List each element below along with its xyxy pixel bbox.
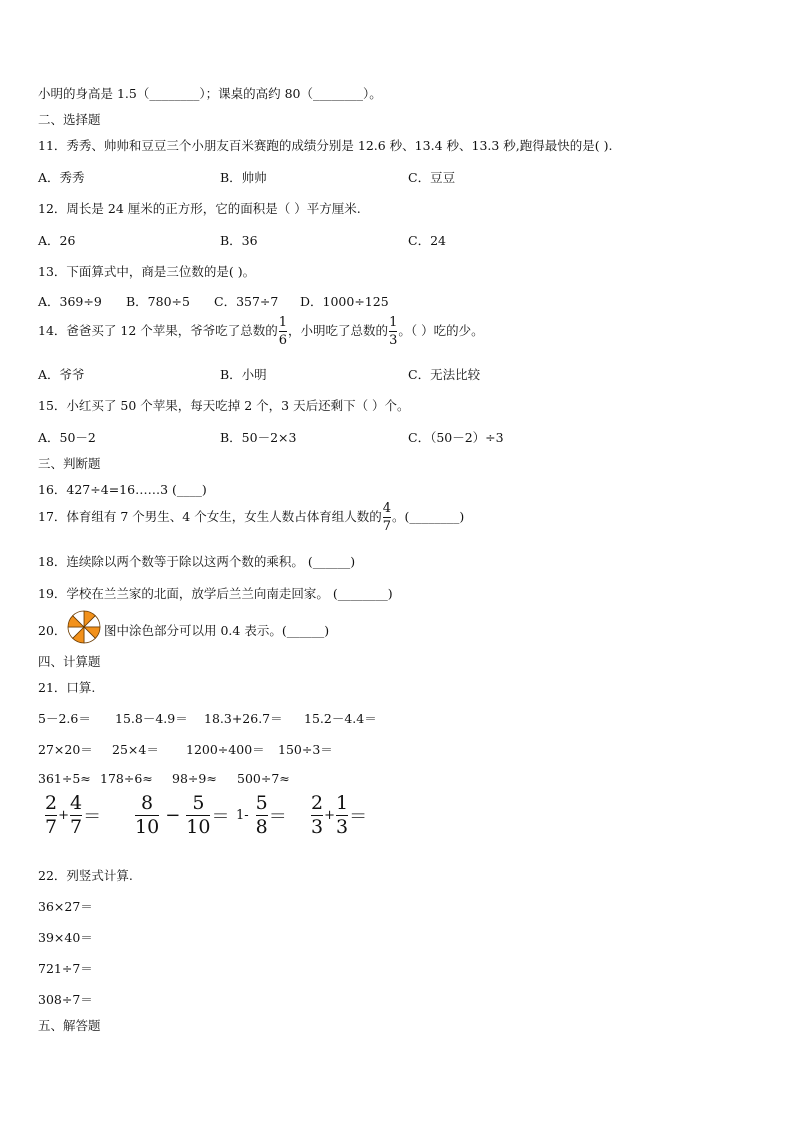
mental-r1-c3: 18.3+26.7＝ — [204, 711, 283, 726]
q20-number: 20． — [38, 623, 67, 638]
expr-b-d2: 10 — [186, 816, 211, 838]
q11-option-c: C．豆豆 — [408, 170, 456, 185]
question-15: 15．小红买了 50 个苹果，每天吃掉 2 个，3 天后还剩下（ ）个。 — [38, 398, 410, 413]
question-18: 18．连续除以两个数等于除以这两个数的乘积。 (______) — [38, 554, 356, 569]
q13-option-b: B．780÷5 — [126, 294, 190, 309]
q11-option-a: A．秀秀 — [38, 170, 85, 185]
fraction-expr-a — [44, 794, 101, 837]
expr-d-d1: 3 — [311, 816, 324, 838]
question-12: 12．周长是 24 厘米的正方形，它的面积是（ ）平方厘米. — [38, 201, 361, 216]
mental-r1-c1: 5－2.6＝ — [38, 711, 91, 726]
q14-option-a: A．爷爷 — [38, 367, 85, 382]
expr-c-eq: ＝ — [268, 806, 287, 828]
q14-text-3: 。（ ）吃的少。 — [398, 323, 484, 338]
expr-b-frac-1 — [135, 794, 159, 837]
expr-d-frac-1 — [311, 794, 323, 837]
expr-c-d1: 8 — [255, 816, 268, 838]
mental-r3-c2: 178÷6≈ — [100, 771, 153, 786]
q12-option-a: A．26 — [38, 233, 76, 248]
expr-a-d1: 7 — [45, 816, 58, 838]
shaded-circle-figure — [66, 609, 102, 645]
mental-r3-c3: 98÷9≈ — [172, 771, 217, 786]
expr-a-n2: 4 — [70, 792, 83, 814]
mental-r1-c4: 15.2－4.4＝ — [304, 711, 377, 726]
question-16: 16．427÷4=16……3 (____) — [38, 482, 207, 497]
expr-b-n1: 8 — [141, 792, 154, 814]
fraction-expr-d — [310, 794, 367, 837]
q15-option-c: C．（50－2）÷3 — [408, 430, 504, 445]
expr-d-op: + — [324, 808, 335, 823]
section-4-heading: 四、计算题 — [38, 654, 101, 669]
q14-option-b: B．小明 — [220, 367, 267, 382]
expr-b-d1: 10 — [135, 816, 160, 838]
expr-b-n2: 5 — [192, 792, 205, 814]
fraction-expr-b — [134, 794, 229, 837]
q14-frac1-numerator: 1 — [278, 315, 288, 330]
q12-option-c: C．24 — [408, 233, 446, 248]
expr-c-frac — [256, 794, 268, 837]
q15-option-b: B．50－2×3 — [220, 430, 297, 445]
question-17 — [38, 502, 464, 533]
question-11: 11．秀秀、帅帅和豆豆三个小朋友百米赛跑的成绩分别是 12.6 秒、13.4 秒、13.3 秒,跑得最快的是( ). — [38, 138, 613, 153]
mental-r3-c4: 500÷7≈ — [237, 771, 290, 786]
mental-r1-c2: 15.8－4.9＝ — [115, 711, 188, 726]
q13-option-c: C．357÷7 — [214, 294, 279, 309]
fraction-expr-c — [236, 794, 287, 837]
vertical-calc-1: 36×27＝ — [38, 899, 93, 914]
expr-b-frac-2 — [186, 794, 210, 837]
q17-frac-numerator: 4 — [382, 501, 392, 516]
vertical-calc-4: 308÷7＝ — [38, 992, 93, 1007]
section-2-heading: 二、选择题 — [38, 112, 101, 127]
q17-fraction — [383, 502, 391, 533]
expr-a-d2: 7 — [70, 816, 83, 838]
q14-fraction-2 — [389, 316, 397, 347]
expr-b-op: − — [165, 805, 181, 826]
section-5-heading: 五、解答题 — [38, 1018, 101, 1033]
q13-option-d: D．1000÷125 — [300, 294, 389, 309]
expr-a-n1: 2 — [45, 792, 58, 814]
q14-text-1: 14．爸爸买了 12 个苹果，爷爷吃了总数的 — [38, 323, 278, 338]
q15-option-a: A．50－2 — [38, 430, 96, 445]
question-13: 13．下面算式中，商是三位数的是( )。 — [38, 264, 256, 279]
q17-text-1: 17．体育组有 7 个男生、4 个女生，女生人数占体育组人数的 — [38, 509, 382, 524]
mental-r2-c1: 27×20＝ — [38, 742, 93, 757]
question-19: 19．学校在兰兰家的北面，放学后兰兰向南走回家。 (________) — [38, 586, 393, 601]
q11-option-b: B．帅帅 — [220, 170, 267, 185]
expr-a-frac-1 — [45, 794, 57, 837]
section-3-heading: 三、判断题 — [38, 456, 101, 471]
q14-frac2-denominator: 3 — [389, 333, 398, 348]
question-14 — [38, 316, 484, 347]
question-21: 21．口算. — [38, 680, 96, 695]
mental-r3-c1: 361÷5≈ — [38, 771, 91, 786]
expr-d-n2: 1 — [336, 792, 349, 814]
vertical-calc-3: 721÷7＝ — [38, 961, 93, 976]
q13-option-a: A．369÷9 — [38, 294, 102, 309]
question-20: 图中涂色部分可以用 0.4 表示。(______) — [104, 623, 330, 638]
top-line: 小明的身高是 1.5（________）；课桌的高约 80（________）。 — [38, 86, 382, 101]
q14-text-2: ，小明吃了总数的 — [288, 323, 389, 338]
q17-frac-denominator: 7 — [382, 519, 392, 534]
expr-d-n1: 2 — [311, 792, 324, 814]
mental-r2-c3: 1200÷400＝ — [186, 742, 265, 757]
q12-option-b: B．36 — [220, 233, 258, 248]
expr-a-op: + — [58, 808, 69, 823]
expr-d-eq: ＝ — [349, 806, 368, 828]
q14-fraction-1 — [279, 316, 287, 347]
expr-c-prefix: 1- — [236, 808, 249, 823]
expr-d-d2: 3 — [336, 816, 349, 838]
q17-text-2: 。(________) — [392, 509, 465, 524]
expr-d-frac-2 — [336, 794, 348, 837]
q14-frac2-numerator: 1 — [389, 315, 398, 330]
question-22: 22．列竖式计算. — [38, 868, 133, 883]
vertical-calc-2: 39×40＝ — [38, 930, 93, 945]
expr-a-eq: ＝ — [83, 806, 102, 828]
mental-r2-c4: 150÷3＝ — [278, 742, 333, 757]
q14-option-c: C．无法比较 — [408, 367, 481, 382]
expr-a-frac-2 — [70, 794, 82, 837]
q14-frac1-denominator: 6 — [278, 333, 288, 348]
expr-c-n1: 5 — [255, 792, 268, 814]
mental-r2-c2: 25×4＝ — [112, 742, 159, 757]
expr-b-eq: ＝ — [211, 806, 230, 828]
